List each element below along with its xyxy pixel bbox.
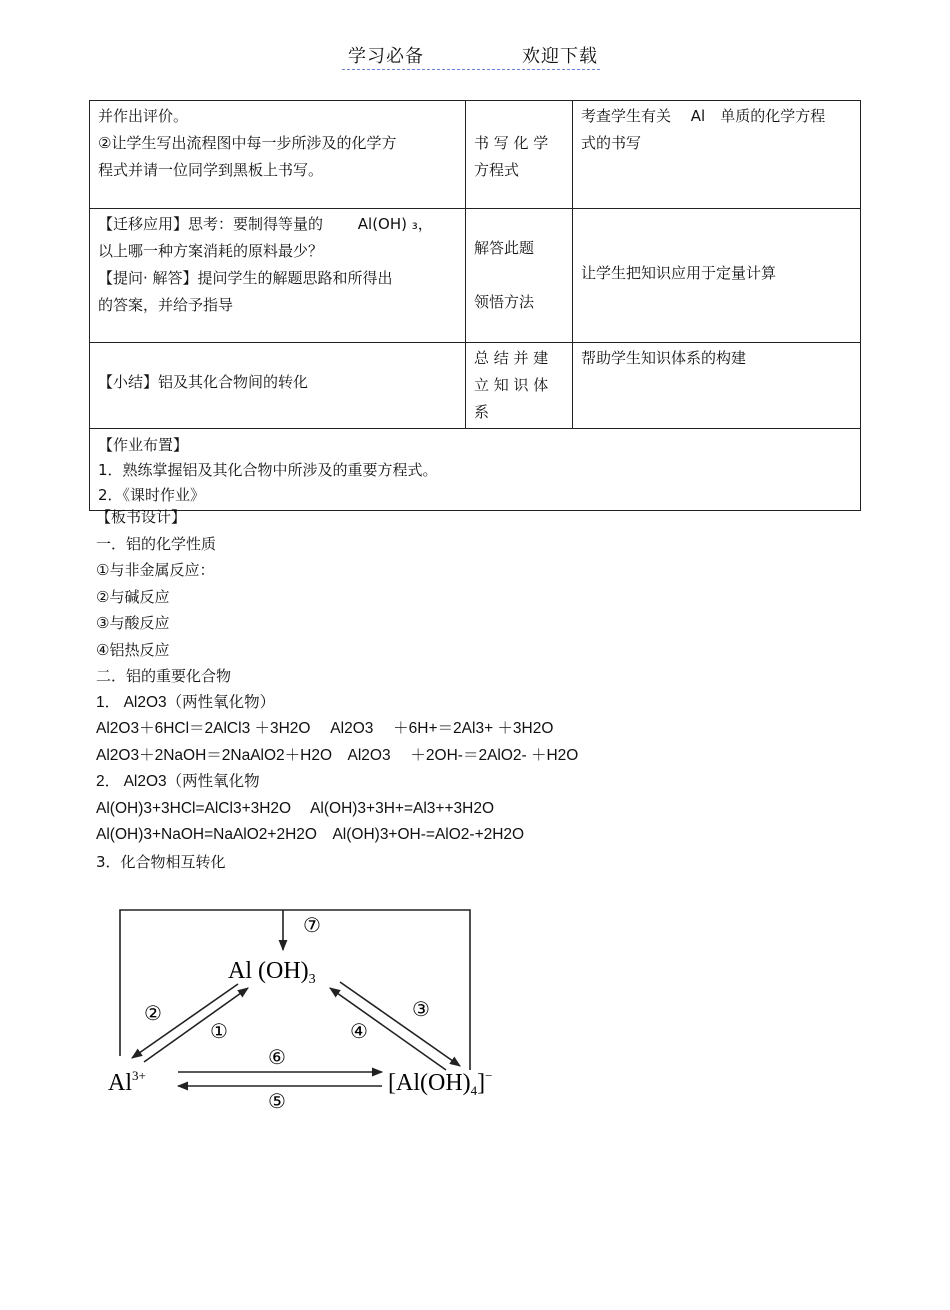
cell-line: 【小结】铝及其化合物间的转化 xyxy=(98,373,309,391)
cell-line: 系 xyxy=(474,403,490,421)
board-line: 一．铝的化学性质 xyxy=(96,534,217,553)
row1-student-cell xyxy=(466,101,573,209)
arrow-label-1: ① xyxy=(210,1021,228,1043)
board-line: 【板书设计】 xyxy=(96,508,187,526)
board-line: 3．化合物相互转化 xyxy=(96,852,226,871)
aluminum-conversion-diagram xyxy=(100,898,560,1118)
cell-line: 领悟方法 xyxy=(474,293,535,311)
row3-activity-cell xyxy=(90,343,466,429)
cell-line: 总 结 并 建 xyxy=(474,349,549,367)
board-line: ③与酸反应 xyxy=(96,614,170,632)
cell-line: 程式并请一位同学到黑板上书写。 xyxy=(98,161,324,179)
board-line: ②与碱反应 xyxy=(96,587,170,606)
row1-activity-cell xyxy=(90,101,466,209)
lesson-plan-table xyxy=(89,100,861,511)
row3-purpose-cell xyxy=(573,343,861,429)
header-dashed-underline xyxy=(342,69,600,70)
arrow-1 xyxy=(144,988,248,1062)
frame-line xyxy=(120,910,470,1070)
cell-line: 方程式 xyxy=(474,161,520,179)
board-equation: Al2O3＋6HCl＝2AlCl3 ＋3H2O Al2O3 ＋6H+＝2Al3+ ＋3H2O xyxy=(96,720,554,737)
cell-line: 立 知 识 体 xyxy=(474,376,549,394)
table-row xyxy=(90,101,861,209)
node-aloh3: Al $(OH)_3$ xyxy=(228,958,316,987)
cell-line: 书 写 化 学 xyxy=(474,134,549,152)
arrow-label-3: ③ xyxy=(412,999,430,1021)
row2-student-cell xyxy=(466,209,573,343)
cell-line: 让学生把知识应用于定量计算 xyxy=(581,264,777,282)
arrow-label-7: ⑦ xyxy=(303,915,321,937)
board-equation: Al(OH)3+NaOH=NaAlO2+2H2O Al(OH)3+OH-=AlO2-+2H2O xyxy=(96,826,525,843)
board-line: ①与非金属反应： xyxy=(96,561,215,579)
board-equation: Al2O3＋2NaOH＝2NaAlO2＋H2O Al2O3 ＋2OH-＝2AlO2- ＋H2O xyxy=(96,746,579,764)
row2-activity-cell xyxy=(90,209,466,343)
board-equation: Al(OH)3+3HCl=AlCl3+3H2O Al(OH)3+3H+=Al3++3H2O xyxy=(96,799,495,817)
row1-purpose-cell xyxy=(573,101,861,209)
header-right-text: 欢迎下载 xyxy=(522,46,598,67)
cell-line: 的答案，并给予指导 xyxy=(98,296,234,314)
arrow-label-2: ② xyxy=(144,1003,162,1025)
arrow-label-4: ④ xyxy=(350,1021,368,1043)
row3-student-cell xyxy=(466,343,573,429)
arrow-label-5: ⑤ xyxy=(268,1091,286,1113)
header-left-text: 学习必备 xyxy=(348,46,424,67)
table-row xyxy=(90,209,861,343)
board-line: 2． Al2O3（两性氧化物 xyxy=(96,773,260,790)
homework-item: 1．熟练掌握铝及其化合物中所涉及的重要方程式。 xyxy=(98,461,438,479)
arrow-label-6: ⑥ xyxy=(268,1047,286,1069)
board-line: 二．铝的重要化合物 xyxy=(96,667,232,685)
board-design xyxy=(96,504,916,875)
cell-line: 帮助学生知识体系的构建 xyxy=(581,349,747,367)
cell-line: 式的书写 xyxy=(581,134,642,152)
cell-line: 考查学生有关 Al 单质的化学方程 xyxy=(581,107,826,125)
table-row xyxy=(90,429,861,511)
homework-item: 2．《课时作业》 xyxy=(98,486,206,504)
node-aloh4-minus: $[Al(OH)_4]^-$ xyxy=(388,1068,493,1098)
cell-line: 以上哪一种方案消耗的原料最少？ xyxy=(98,242,324,260)
node-al3plus: $Al^{3+}$ xyxy=(108,1068,146,1096)
homework-cell xyxy=(90,429,861,511)
board-line: 1． Al2O3（两性氧化物） xyxy=(96,693,276,711)
cell-line: 【提问· 解答】提问学生的解题思路和所得出 xyxy=(98,269,393,287)
cell-line: 并作出评价。 xyxy=(98,107,189,125)
row2-purpose-cell xyxy=(573,209,861,343)
cell-line: 【迁移应用】思考：要制得等量的 Al(OH) ₃， xyxy=(98,215,433,233)
cell-line: ②让学生写出流程图中每一步所涉及的化学方 xyxy=(98,134,397,152)
page-header xyxy=(0,42,950,72)
table-row xyxy=(90,343,861,429)
board-line: ④铝热反应 xyxy=(96,640,170,659)
cell-line: 解答此题 xyxy=(474,239,535,257)
homework-title: 【作业布置】 xyxy=(98,436,189,454)
